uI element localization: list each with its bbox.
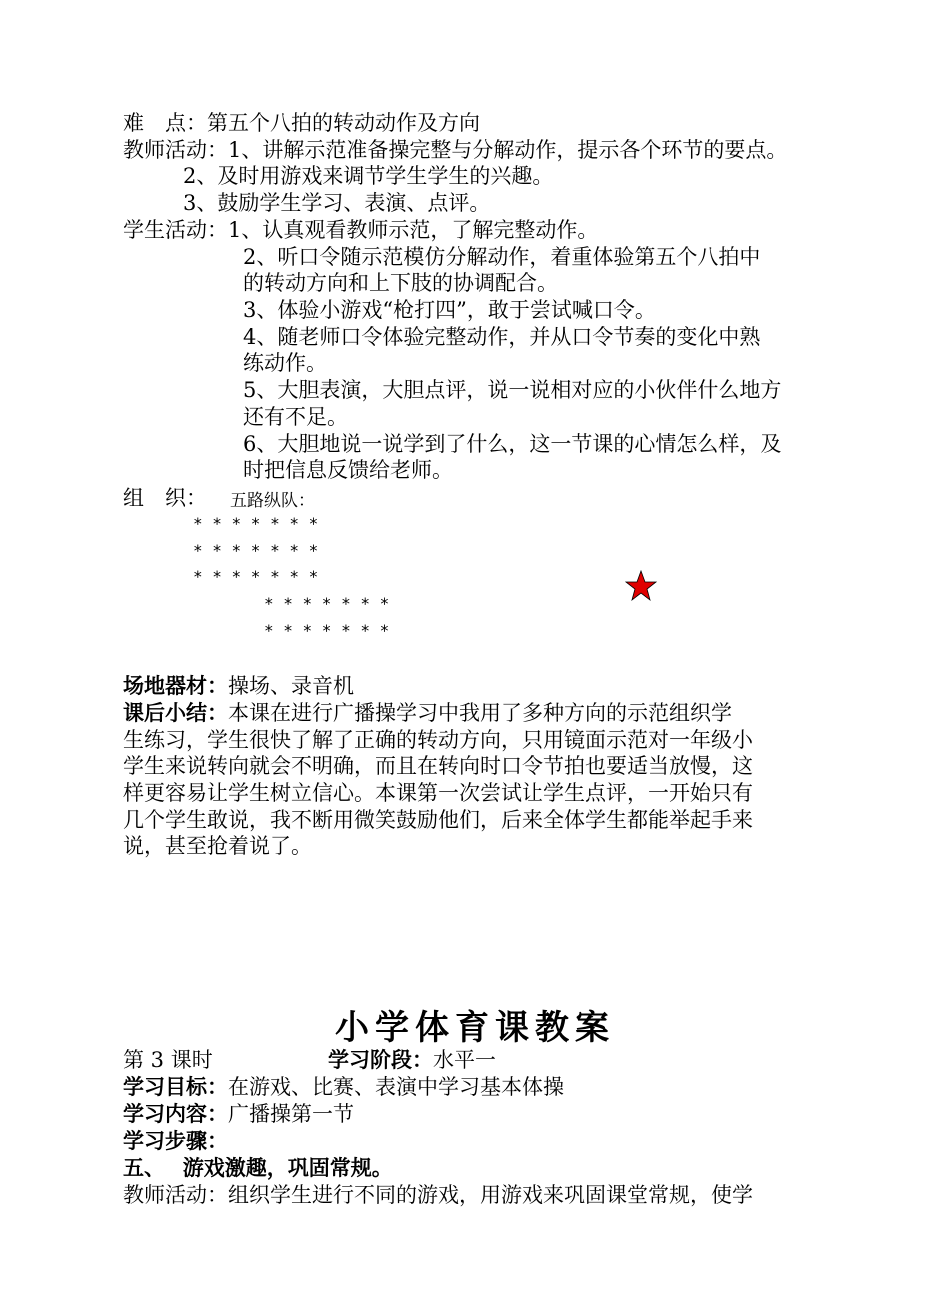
student-activity-2b: 的转动方向和上下肢的协调配合。 [243,271,558,295]
student-activity-4a: 4、随老师口令体验完整动作，并从口令节奏的变化中熟 [243,325,761,349]
organization-label: 组 织： [123,486,207,510]
summary-line-2: 生练习，学生很快了解了正确的转动方向，只用镜面示范对一年级小 [123,728,753,752]
student-activity-4b: 练动作。 [243,351,327,375]
summary-line-1: 本课在进行广播操学习中我用了多种方向的示范组织学 [228,701,732,725]
student-activity-3: 3、体验小游戏“枪打四”，敢于尝试喊口令。 [243,298,656,322]
stage-label: 学习阶段： [328,1047,433,1072]
teacher-activity-3: 3、鼓励学生学习、表演、点评。 [183,191,491,215]
summary-line-4: 样更容易让学生树立信心。本课第一次尝试让学生点评，一开始只有 [123,781,753,805]
teacher-activity-line: 教师活动：组织学生进行不同的游戏，用游戏来巩固课堂常规，使学 [123,1183,753,1207]
goal-label: 学习目标： [123,1074,228,1099]
content-label: 学习内容： [123,1101,228,1126]
formation-row-4: * * * * * * * [264,594,390,613]
summary-line-6: 说，甚至抢着说了。 [123,834,312,858]
formation-row-2: * * * * * * * [193,541,319,560]
formation-row-1: * * * * * * * [193,514,319,533]
formation-row-3: * * * * * * * [193,567,319,586]
summary-line-3: 学生来说转向就会不明确，而且在转向时口令节拍也要适当放慢，这 [123,754,753,778]
steps-label: 学习步骤： [123,1128,228,1153]
venue-label: 场地器材： [123,673,228,698]
difficulty-line: 难 点：第五个八拍的转动动作及方向 [123,111,480,135]
student-activity-6b: 时把信息反馈给老师。 [243,458,453,482]
formation-row-5: * * * * * * * [264,621,390,640]
student-activity-2a: 2、听口令随示范模仿分解动作，着重体验第五个八拍中 [243,245,761,269]
content-value: 广播操第一节 [228,1102,354,1126]
goal-value: 在游戏、比赛、表演中学习基本体操 [228,1075,564,1099]
student-activity-6a: 6、大胆地说一说学到了什么，这一节课的心情怎么样，及 [243,432,782,456]
step-five-heading: 五、 游戏激趣，巩固常规。 [123,1155,393,1180]
teacher-activity-1: 教师活动：1、讲解示范准备操完整与分解动作，提示各个环节的要点。 [123,138,788,162]
stage-value: 水平一 [433,1048,496,1072]
student-activity-5b: 还有不足。 [243,405,348,429]
teacher-position-star-icon [625,570,657,602]
student-activity-1: 学生活动：1、认真观看教师示范，了解完整动作。 [123,218,599,242]
lesson-plan-title: 小学体育课教案 [335,1008,615,1048]
summary-line-5: 几个学生敢说，我不断用微笑鼓励他们，后来全体学生都能举起手来 [123,808,753,832]
venue-value: 操场、录音机 [228,674,354,698]
summary-label: 课后小结： [123,700,228,725]
teacher-activity-2: 2、及时用游戏来调节学生学生的兴趣。 [183,164,554,188]
period-label: 第 3 课时 [123,1048,213,1072]
organization-value: 五路纵队： [230,491,315,511]
student-activity-5a: 5、大胆表演，大胆点评，说一说相对应的小伙伴什么地方 [243,378,782,402]
